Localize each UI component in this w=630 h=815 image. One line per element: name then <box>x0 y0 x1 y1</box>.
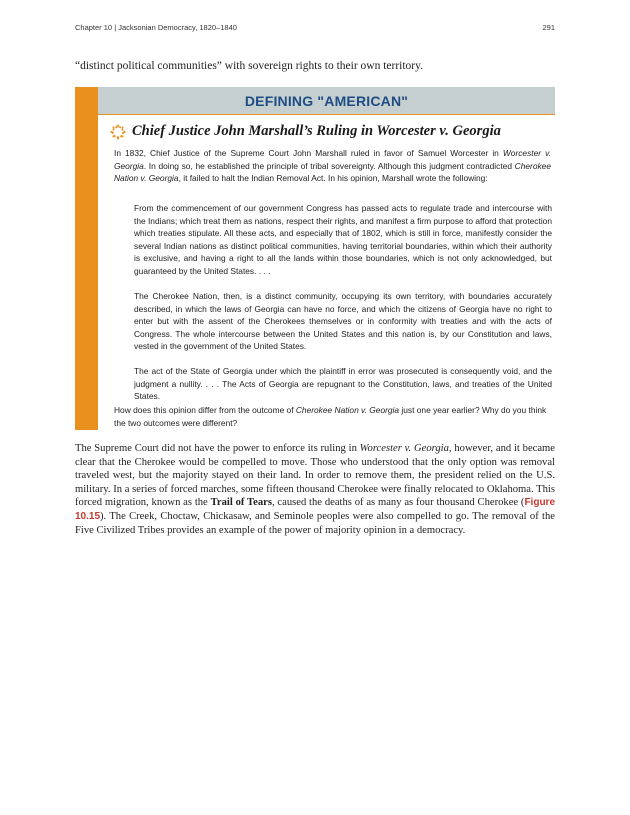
feature-intro-case-1: Worcester v. Georgia <box>114 148 551 171</box>
running-head <box>75 23 555 32</box>
intro-line: “distinct political communities” with sovereign rights to their own territory. <box>75 60 424 72</box>
feature-intro-case-2: Cherokee Nation v. Georgia <box>114 160 551 184</box>
figure-link[interactable]: Figure 10.15 <box>75 497 556 522</box>
feature-intro <box>114 147 551 185</box>
question-case: Cherokee Nation v. Georgia <box>295 405 400 415</box>
page-number: 291 <box>542 23 555 32</box>
feature-title <box>110 123 501 140</box>
main-paragraph <box>75 442 555 537</box>
feature-accent-bar <box>75 87 98 430</box>
question-text-2: just one year earlier? Why do you think the two outcomes were different? <box>114 405 547 428</box>
main-text-1: The Supreme Court did not have the power to enforce its ruling in <box>75 443 360 454</box>
feature-intro-text-1: In 1832, Chief Justice of the Supreme Court John Marshall ruled in favor of Samuel Worcester in <box>114 148 503 158</box>
main-case: Worcester v. Georgia <box>359 443 449 454</box>
defining-american-feature <box>75 87 555 430</box>
feature-intro-text-3: , it failed to halt the Indian Removal Act. In his opinion, Marshall wrote the following: <box>178 173 488 184</box>
feature-title-text: Chief Justice John Marshall’s Ruling in Worcester v. Georgia <box>132 123 501 139</box>
main-text-4: ). The Creek, Choctaw, Chickasaw, and Seminole peoples were also compelled to go. The removal of the Five Civilized Tribes provides an example of the power of majority opinion in a democracy. <box>75 510 555 536</box>
quote-paragraph-3: The act of the State of Georgia under which the plaintiff in error was prosecuted is consequently void, and the judgment a nullity. . . . The Acts of Georgia are repugnant to the Constitution, laws, and treaties of the United States. <box>134 366 552 402</box>
quote-paragraph-1: From the commencement of our government Congress has passed acts to regulate trade and intercourse with the Indians; which treat them as nations, respect their rights, and manifest a firm purpose to afford that protection which treaties stipulate. All these acts, and especially that of 1802, which is still in force, manifestly consider the several Indian nations as distinct political communities, having territorial boundaries, within which their authority is exclusive, and having a right to all the lands within those boundaries, which is not only acknowledged, but guaranteed by the United States. . . . <box>134 203 552 276</box>
main-text-2: , however, and it became clear that the Cherokee would be compelled to move. Those who understood that the only option was removal traveled west, but the majority stayed on their land. In order to remove them, the president relied on the U.S. military. In a series of forced marches, some fifteen thousand Cherokee were finally relocated to Oklahoma. This forced migration, known as the <box>75 443 555 509</box>
main-text-3: , caused the deaths of as many as four thousand Cherokee ( <box>271 497 525 509</box>
chapter-title: Chapter 10 | Jacksonian Democracy, 1820–1840 <box>75 23 237 32</box>
feature-intro-text-2: . In doing so, he established the principle of tribal sovereignty. Although this judgment contradicted <box>143 160 515 171</box>
key-term-trail-of-tears: Trail of Tears <box>210 497 272 509</box>
feature-body <box>98 87 555 430</box>
question-text-1: How does this opinion differ from the outcome of <box>114 405 296 415</box>
feature-header: DEFINING "AMERICAN" <box>98 87 555 115</box>
quote-paragraph-2: The Cherokee Nation, then, is a distinct community, occupying its own territory, with boundaries accurately described, in which the laws of Georgia can have no force, and which the citizens of Georgia have no right to enter but with the assent of the Cherokees themselves or in conformity with treaties and with the acts of Congress. The whole intercourse between the United States and this nation is, by our Constitution and laws, vested in the government of the United States. <box>134 291 552 352</box>
defining-american-icon <box>110 124 126 140</box>
feature-question <box>114 404 551 429</box>
